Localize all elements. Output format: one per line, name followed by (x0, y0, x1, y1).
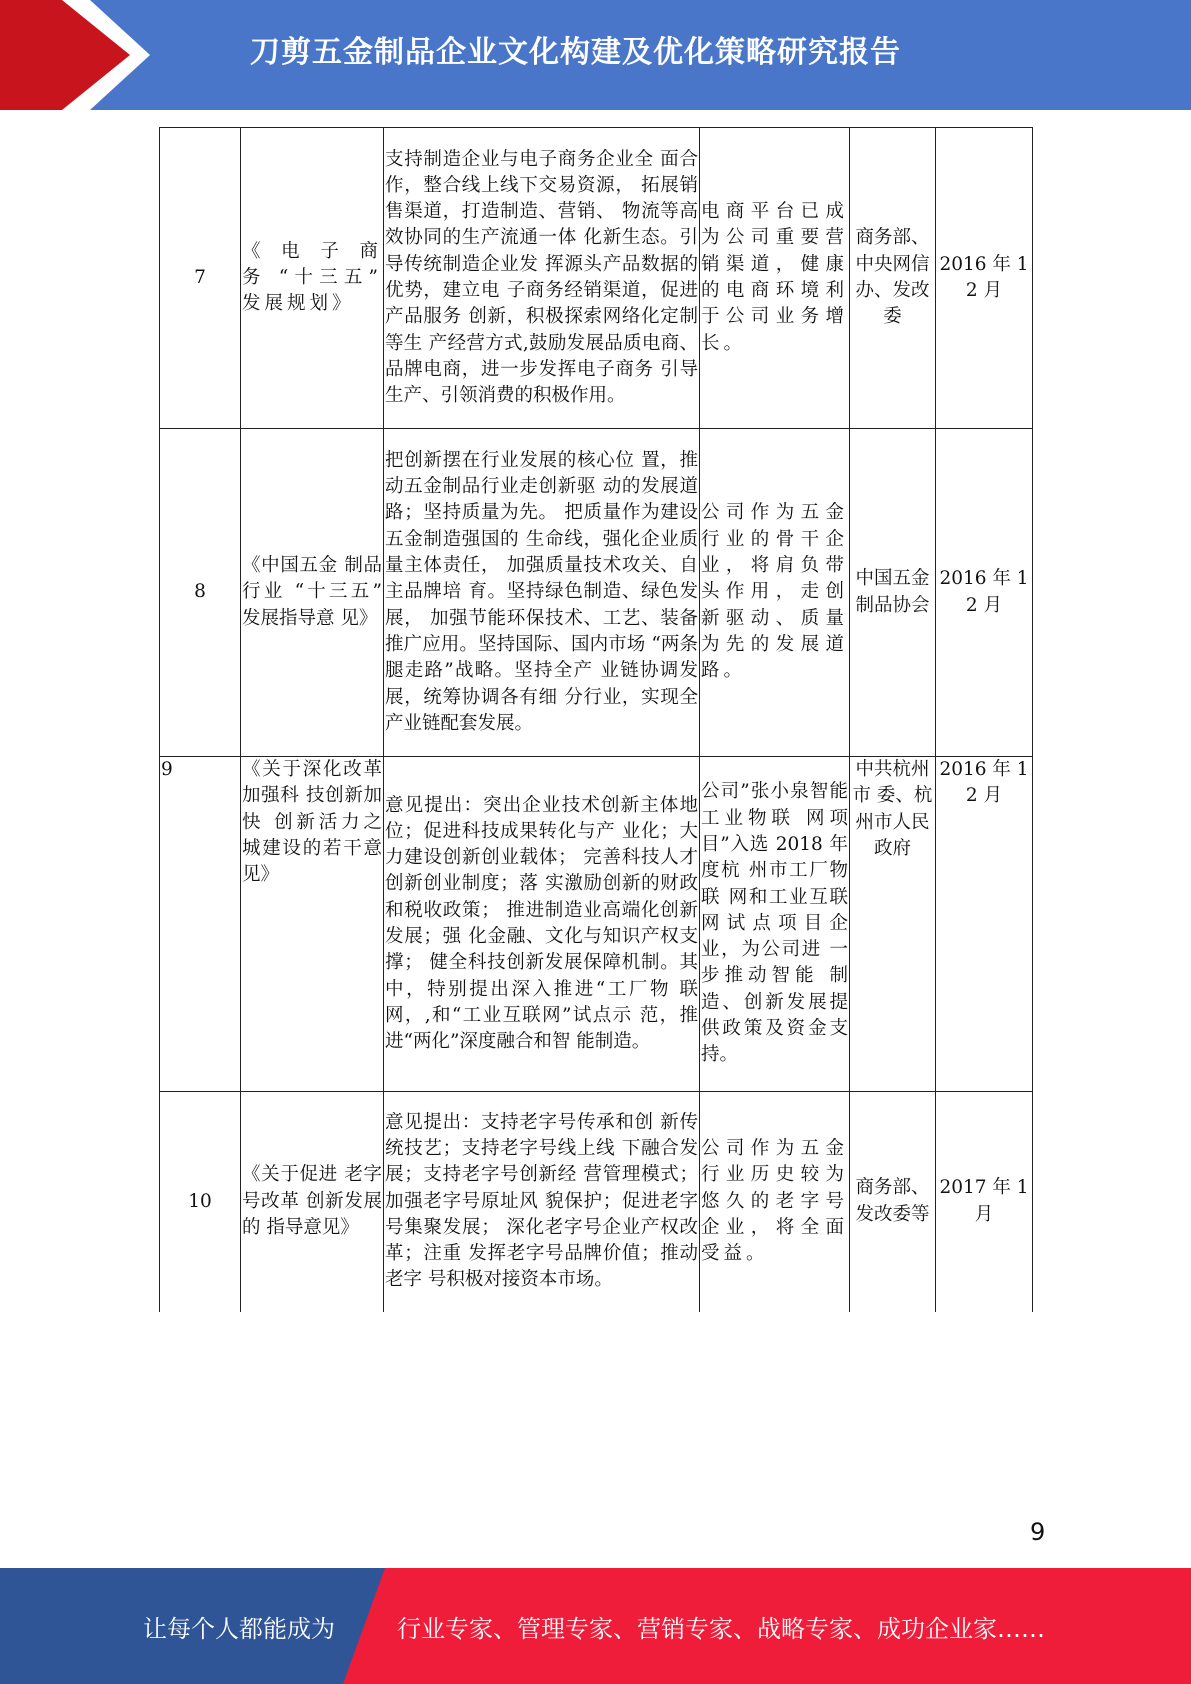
policy-content: 意见提出：突出企业技术创新主体地位；促进科技成果转化与产 业化；大力建设创新创业载体； 完善科技人才创新创业制度；落 实激励创新的财政和税收政策； 推进制造业高端化创新发展；强 化金融、文化与知识产权支撑； 健全科技创新发展保障机制。其 中，特别提出深入推进“工厂物 联网，,和“工业互联网”试点示 范，推进“两化”深度融合和智 能制造。 (384, 757, 700, 1092)
row-number: 9 (160, 757, 241, 1092)
issue-date: 2016 年 12 月 (936, 128, 1033, 429)
table-row (160, 1092, 1033, 1312)
policy-impact: 公司作为五金行业历史较为悠久的老字号企业，将全面受益。 (700, 1092, 850, 1312)
table-row (160, 757, 1033, 1092)
policy-content: 意见提出：支持老字号传承和创 新传统技艺；支持老字号线上线 下融合发展；支持老字号创新经 营管理模式；加强老字号原址风 貌保护；促进老字号集聚发展； 深化老字号企业产权改革；注重 发挥老字号品牌价值；推动老字 号积极对接资本市场。 (384, 1092, 700, 1312)
policy-content: 把创新摆在行业发展的核心位 置，推动五金制品行业走创新驱 动的发展道路；坚持质量为先。 把质量作为建设五金制造强国的 生命线，强化企业质量主体责任， 加强质量技术攻关、自主品牌培 育。坚持绿色制造、绿色发展， 加强节能环保技术、工艺、装备 推广应用。坚持国际、国内市场 “两条腿走路”战略。坚持全产 业链协调发展，统筹协调各有细 分行业，实现全产业链配套发展。 (384, 429, 700, 757)
policy-impact: 公司作为五金行业的骨干企业，将肩负带头作用，走创新驱动、质量为先的发展道路。 (700, 429, 850, 757)
issuing-department: 商务部、发改委等 (850, 1092, 936, 1312)
table-row (160, 429, 1033, 757)
issue-date: 2016 年 12 月 (936, 757, 1033, 1092)
document-title: 刀剪五金制品企业文化构建及优化策略研究报告 (250, 35, 901, 70)
issuing-department: 中国五金制品协会 (850, 429, 936, 757)
issue-date: 2016 年 12 月 (936, 429, 1033, 757)
row-number: 8 (160, 429, 241, 757)
row-number: 7 (160, 128, 241, 429)
policy-name: 《中国五金 制品行业 “十三五” 发展指导意 见》 (241, 429, 384, 757)
header-bar (0, 0, 1191, 110)
policy-content: 支持制造企业与电子商务企业全 面合作，整合线上线下交易资源， 拓展销售渠道，打造制造、营销、 物流等高效协同的生产流通一体 化新生态。引导传统制造企业发 挥源头产品数据的优势，建立电 子商务经销渠道，促进产品服务 创新，积极探索网络化定制等生 产经营方式,鼓励发展品质电商、 品牌电商，进一步发挥电子商务 引导生产、引领消费的积极作用。 (384, 128, 700, 429)
issue-date: 2017 年 1 月 (936, 1092, 1033, 1312)
policy-name: 《关于深化改革加强科 技创新加快 创新活力之 城建设的若干意见》 (241, 757, 384, 1092)
policy-name: 《关于促进 老字号改革 创新发展的 指导意见》 (241, 1092, 384, 1312)
footer-slogan-right: 行业专家、管理专家、营销专家、战略专家、成功企业家…… (397, 1615, 1045, 1643)
footer-slogan-left: 让每个人都能成为 (143, 1615, 335, 1643)
row-number: 10 (160, 1092, 241, 1312)
policy-impact: 公司”张小泉智能工业物联 网项目”入选 2018 年度杭 州市工厂物联 网和工业互联 网试点项目企 业，为公司进 一步推动智能 制造、创新发展提供政策及资金支持。 (700, 757, 850, 1092)
policy-table (159, 127, 1033, 1312)
policy-impact: 电商平台已成为公司重要营销渠道，健康的电商环境利于公司业务增长。 (700, 128, 850, 429)
policy-name: 《 电 子 商 务 “十三五” 发展规划》 (241, 128, 384, 429)
issuing-department: 中共杭州市 委、杭州市人民政府 (850, 757, 936, 1092)
issuing-department: 商务部、中央网信办、发改委 (850, 128, 936, 429)
page-number: 9 (1030, 1518, 1046, 1546)
table-row (160, 128, 1033, 429)
